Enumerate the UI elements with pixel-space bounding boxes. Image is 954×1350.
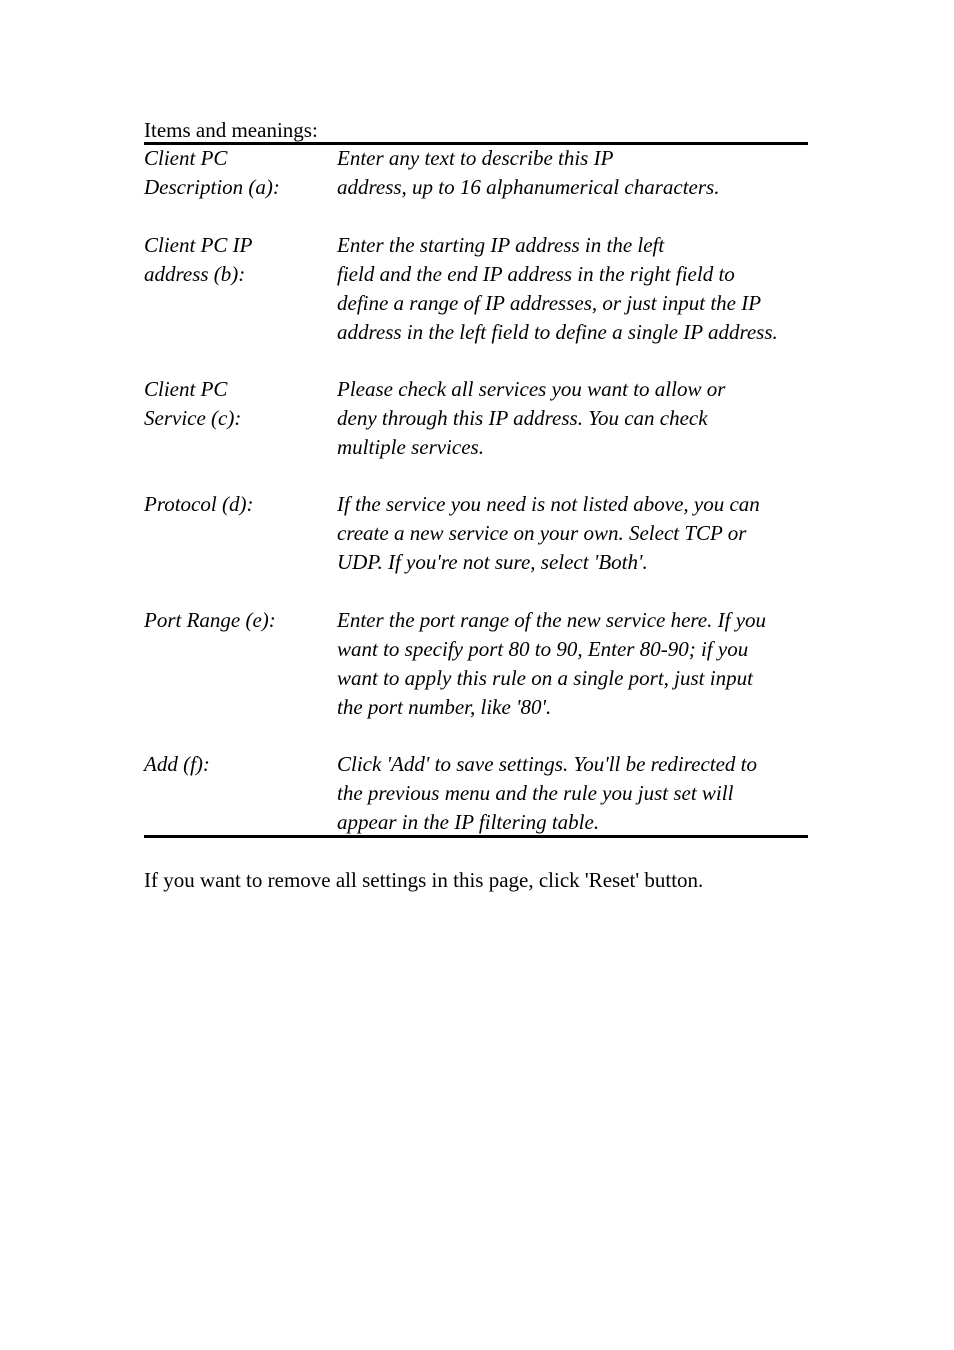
- term-line: Protocol (d):: [144, 492, 254, 516]
- item-description: [337, 750, 817, 837]
- description-line: Click 'Add' to save settings. You'll be redirected to: [337, 752, 757, 776]
- description-line: Enter the port range of the new service here. If you: [337, 608, 767, 632]
- description-line: the port number, like '80'.: [337, 694, 552, 719]
- description-line: If the service you need is not listed above, you can: [337, 492, 760, 516]
- footer-note: If you want to remove all settings in this page, click 'Reset' button.: [144, 868, 704, 892]
- term-line: address (b):: [144, 261, 246, 286]
- term-line: Description (a):: [144, 174, 280, 199]
- description-line: define a range of IP addresses, or just input the IP: [337, 290, 762, 315]
- description-line: want to specify port 80 to 90, Enter 80-90; if you: [337, 636, 749, 661]
- item-term: [144, 750, 334, 779]
- description-line: Please check all services you want to allow or: [337, 377, 726, 401]
- section-heading: Items and meanings:: [144, 118, 318, 142]
- description-line: address, up to 16 alphanumerical characters.: [337, 174, 720, 199]
- description-line: want to apply this rule on a single port, just input: [337, 665, 753, 690]
- item-description: [337, 231, 817, 347]
- description-line: appear in the IP filtering table.: [337, 809, 600, 834]
- item-term: [144, 375, 334, 433]
- description-line: field and the end IP address in the right field to: [337, 261, 735, 286]
- term-line: Add (f):: [144, 752, 210, 776]
- description-line: address in the left field to define a single IP address.: [337, 319, 778, 344]
- item-description: [337, 606, 817, 722]
- item-term: [144, 490, 334, 519]
- term-line: Client PC: [144, 377, 228, 401]
- term-line: Client PC: [144, 146, 228, 170]
- description-line: Enter the starting IP address in the left: [337, 233, 665, 257]
- item-term: [144, 606, 334, 635]
- table-bottom-rule: [144, 835, 808, 838]
- item-term: [144, 231, 334, 289]
- item-description: [337, 144, 817, 202]
- term-line: Client PC IP: [144, 233, 253, 257]
- item-term: [144, 144, 334, 202]
- term-line: Port Range (e):: [144, 608, 276, 632]
- term-line: Service (c):: [144, 405, 242, 430]
- item-description: [337, 490, 817, 577]
- description-line: UDP. If you're not sure, select 'Both'.: [337, 549, 648, 574]
- description-line: the previous menu and the rule you just set will: [337, 780, 734, 805]
- item-description: [337, 375, 817, 462]
- description-line: multiple services.: [337, 434, 484, 459]
- description-line: Enter any text to describe this IP: [337, 146, 614, 170]
- description-line: deny through this IP address. You can check: [337, 405, 708, 430]
- description-line: create a new service on your own. Select TCP or: [337, 520, 747, 545]
